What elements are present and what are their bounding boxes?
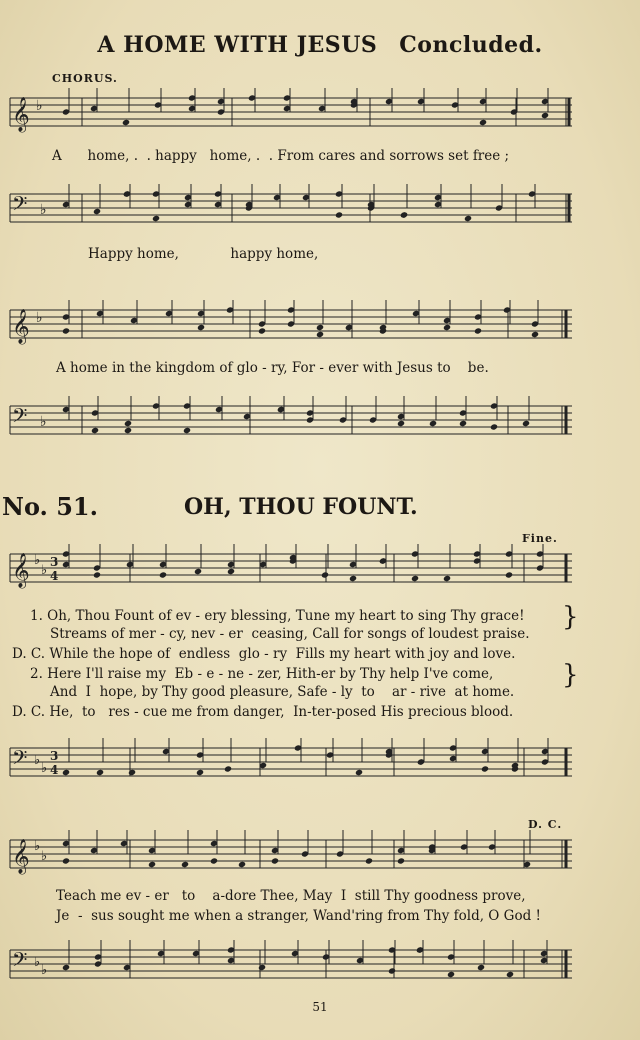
song-title-subtitle: Concluded. xyxy=(399,32,543,58)
note-head xyxy=(128,769,136,776)
verse-line-4: 2. Here I'll raise my Eb - e - ne - zer, Hith-er by Thy help I've come, xyxy=(30,666,494,682)
lyric-line-2: A home in the kingdom of glo - ry, For - ever with Jesus to be. xyxy=(56,360,489,376)
refrain-line-2: Je - sus sought me when a stranger, Wand'ring from Thy fold, O God ! xyxy=(56,908,541,924)
bass-clef-icon: 𝄢 xyxy=(12,948,28,976)
svg-text:♭: ♭ xyxy=(34,839,41,854)
note-head xyxy=(397,857,405,864)
treble-clef-icon: 𝄞 xyxy=(12,839,30,874)
svg-text:4: 4 xyxy=(50,763,59,777)
note-head xyxy=(224,765,232,772)
verse-line-2: Streams of mer - cy, nev - er ceasing, Call for songs of loudest praise. xyxy=(50,626,530,642)
svg-text:♭: ♭ xyxy=(40,202,47,218)
verse-line-1: 1. Oh, Thou Fount of ev - ery blessing, Tune my heart to sing Thy grace! xyxy=(30,608,525,624)
svg-text:4: 4 xyxy=(50,569,59,583)
note-head xyxy=(227,568,235,575)
note-head xyxy=(316,324,324,331)
note-head xyxy=(194,568,202,575)
note-head xyxy=(464,215,472,222)
note-head xyxy=(210,857,218,864)
verse-line-5: And I hope, by Thy good pleasure, Safe - ly to ar - rive at home. xyxy=(50,684,515,700)
note-head xyxy=(400,211,408,218)
svg-text:♭: ♭ xyxy=(34,955,41,970)
note-head xyxy=(397,420,405,427)
lyric-line-1: A home, . . happy home, . . From cares and sorrows set free ; xyxy=(52,148,510,164)
note-head xyxy=(506,971,514,978)
note-head xyxy=(349,575,357,582)
note-head xyxy=(481,765,489,772)
note-head xyxy=(96,769,104,776)
note-head xyxy=(258,327,266,334)
staff-treble-1 xyxy=(0,84,640,144)
song-title-text: A HOME WITH JESUS xyxy=(97,32,378,58)
bass-clef-icon: 𝄢 xyxy=(12,746,28,774)
verse-line-6: D. C. He, to res - cue me from danger, In-ter-posed His precious blood. xyxy=(12,704,514,720)
note-head xyxy=(62,857,70,864)
hymn-number: No. 51. xyxy=(2,492,98,521)
svg-text:3: 3 xyxy=(50,749,59,763)
treble-clef-icon: 𝄞 xyxy=(12,309,30,344)
note-head xyxy=(197,324,205,331)
hymn-heading xyxy=(0,492,640,526)
bass-clef-icon: 𝄢 xyxy=(12,192,28,220)
note-head xyxy=(91,427,99,434)
note-head xyxy=(477,964,485,971)
treble-clef-icon: 𝄞 xyxy=(12,553,30,588)
fine-label: Fine. xyxy=(522,532,558,545)
bass-clef-icon: 𝄢 xyxy=(12,404,28,432)
note-head xyxy=(152,215,160,222)
hymn-title: OH, THOU FOUNT. xyxy=(184,494,418,520)
svg-text:♭: ♭ xyxy=(34,553,41,568)
verse-line-3: D. C. While the hope of endless glo - ry Fills my heart with joy and love. xyxy=(12,646,516,662)
staff-bass-3 xyxy=(0,734,640,794)
note-head xyxy=(459,420,467,427)
note-head xyxy=(443,324,451,331)
note-head xyxy=(124,420,132,427)
note-head xyxy=(159,571,167,578)
verse-brace: } xyxy=(562,602,579,632)
song-title xyxy=(0,32,640,58)
svg-text:♭: ♭ xyxy=(41,849,48,864)
note-head xyxy=(62,769,70,776)
svg-text:3: 3 xyxy=(50,555,59,569)
note-head xyxy=(531,331,539,338)
staff-treble-4 xyxy=(0,826,640,886)
note-head xyxy=(443,575,451,582)
chorus-label: CHORUS. xyxy=(52,72,118,85)
note-head xyxy=(316,331,324,338)
note-head xyxy=(479,119,487,126)
svg-text:♭: ♭ xyxy=(36,310,43,326)
note-head xyxy=(388,967,396,974)
note-head xyxy=(93,208,101,215)
page-number: 51 xyxy=(312,1000,328,1014)
note-head xyxy=(271,857,279,864)
note-head xyxy=(411,575,419,582)
refrain-line-1: Teach me ev - er to a-dore Thee, May I still Thy goodness prove, xyxy=(56,888,526,904)
note-head xyxy=(62,964,70,971)
note-head xyxy=(429,420,437,427)
note-head xyxy=(505,571,513,578)
note-head xyxy=(490,423,498,430)
note-head xyxy=(355,769,363,776)
note-head xyxy=(541,112,549,119)
svg-text:♭: ♭ xyxy=(41,963,48,978)
staff-bass-4 xyxy=(0,936,640,996)
note-head xyxy=(321,571,329,578)
svg-text:♭: ♭ xyxy=(36,98,43,114)
note-head xyxy=(522,420,530,427)
note-head xyxy=(93,571,101,578)
svg-text:♭: ♭ xyxy=(41,761,48,776)
note-head xyxy=(181,861,189,868)
verse-brace: } xyxy=(562,660,579,690)
note-head xyxy=(238,861,246,868)
note-head xyxy=(183,427,191,434)
staff-treble-3 xyxy=(0,540,640,600)
note-head xyxy=(122,119,130,126)
svg-text:♭: ♭ xyxy=(40,414,47,430)
staff-bass-2 xyxy=(0,392,640,452)
note-head xyxy=(365,857,373,864)
note-head xyxy=(474,327,482,334)
note-head xyxy=(335,211,343,218)
bass-lyric-line-1: Happy home, happy home, xyxy=(88,246,319,262)
note-head xyxy=(196,769,204,776)
svg-text:♭: ♭ xyxy=(41,563,48,578)
note-head xyxy=(62,327,70,334)
note-head xyxy=(447,971,455,978)
staff-treble-2 xyxy=(0,296,640,356)
note-head xyxy=(124,427,132,434)
note-head xyxy=(258,964,266,971)
svg-text:♭: ♭ xyxy=(34,753,41,768)
staff-bass-1 xyxy=(0,180,640,240)
treble-clef-icon: 𝄞 xyxy=(12,97,30,132)
dc-label: D. C. xyxy=(528,818,563,831)
note-head xyxy=(148,861,156,868)
